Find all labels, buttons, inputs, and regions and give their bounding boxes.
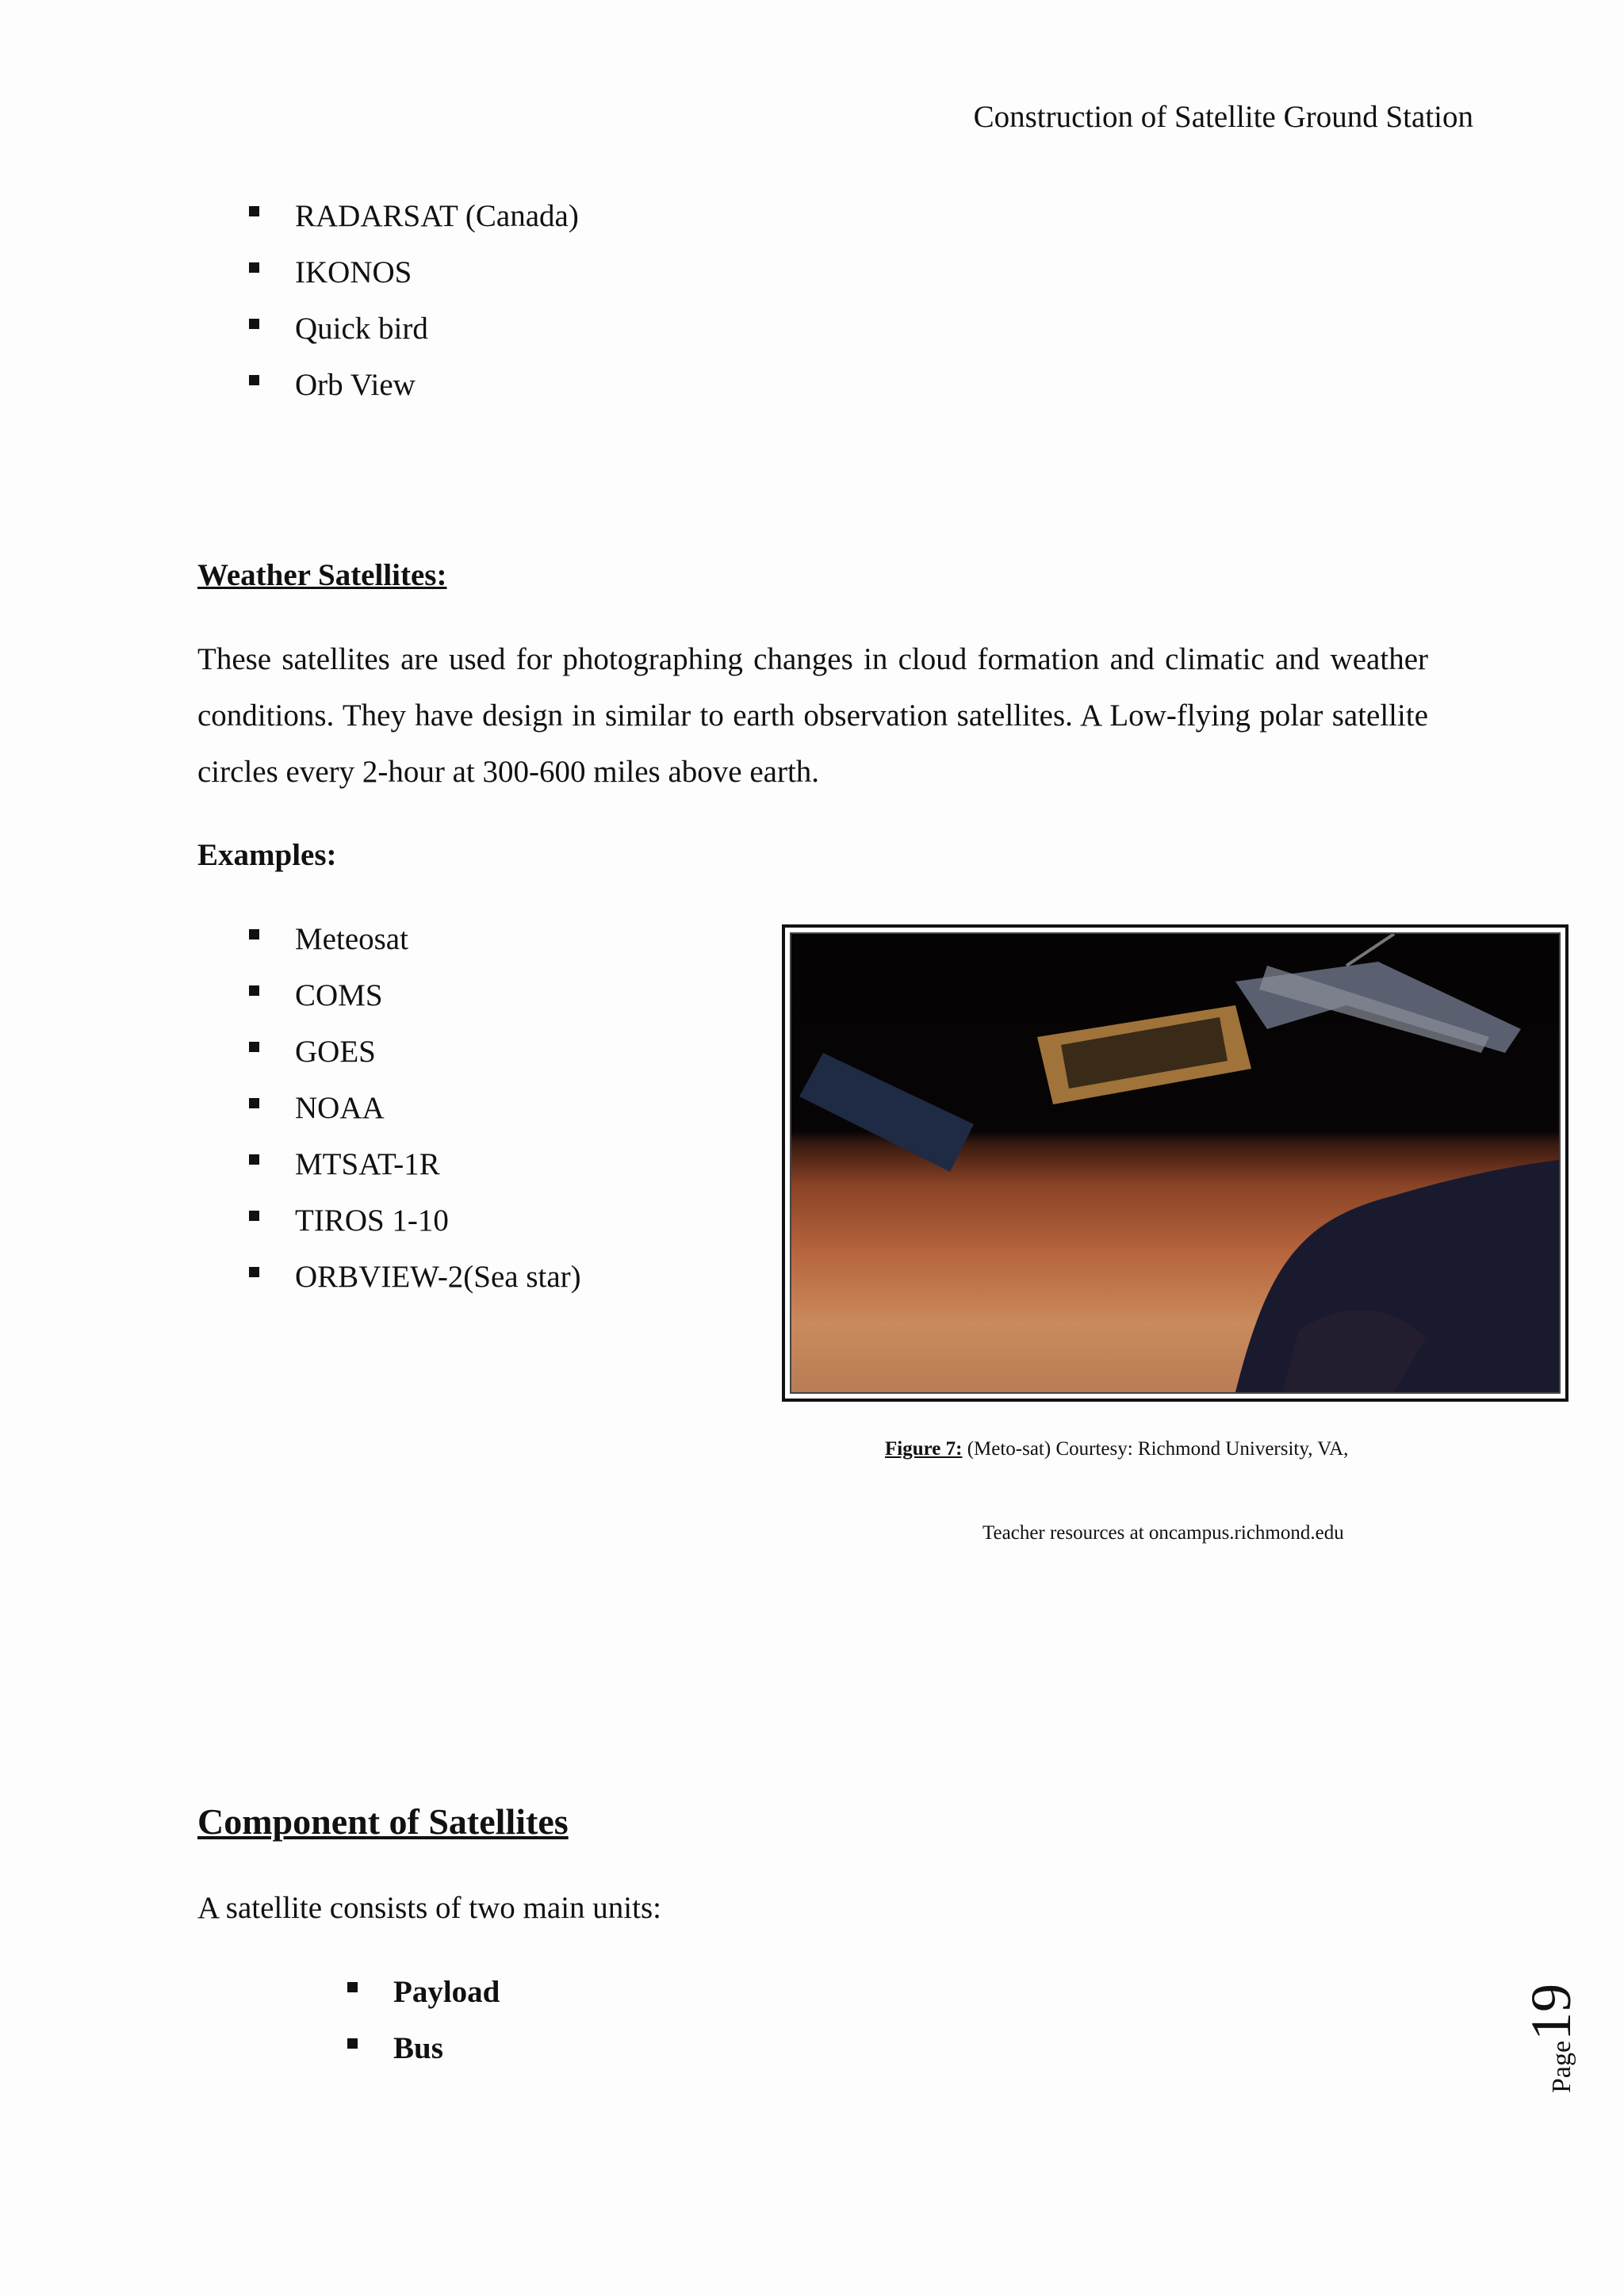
meteosat-figure-image bbox=[782, 924, 1568, 1402]
running-header: Construction of Satellite Ground Station bbox=[973, 100, 1473, 134]
page-label: Page bbox=[1547, 2040, 1576, 2093]
bullet-icon bbox=[249, 1098, 259, 1108]
list-item: Quick bird bbox=[295, 312, 428, 346]
bullet-icon bbox=[249, 929, 259, 939]
bullet-icon bbox=[249, 319, 259, 329]
list-item: RADARSAT (Canada) bbox=[295, 199, 579, 233]
list-item: Payload bbox=[393, 1975, 500, 2009]
list-item: ORBVIEW-2(Sea star) bbox=[295, 1260, 581, 1294]
bullet-icon bbox=[249, 1211, 259, 1221]
bullet-icon bbox=[249, 206, 259, 216]
figure-caption bbox=[885, 1438, 1348, 1460]
bullet-icon bbox=[249, 1154, 259, 1165]
examples-label: Examples: bbox=[197, 838, 337, 872]
list-item: COMS bbox=[295, 978, 383, 1012]
figure-label: Figure 7: bbox=[885, 1438, 963, 1460]
figure-caption-line2: Teacher resources at oncampus.richmond.edu bbox=[982, 1522, 1344, 1544]
list-item: Meteosat bbox=[295, 922, 408, 956]
list-item: IKONOS bbox=[295, 255, 412, 289]
bullet-icon bbox=[249, 985, 259, 996]
bullet-icon bbox=[249, 1042, 259, 1052]
list-item: GOES bbox=[295, 1035, 376, 1069]
bullet-icon bbox=[249, 1267, 259, 1277]
bullet-icon bbox=[347, 1982, 358, 1992]
bullet-icon bbox=[249, 262, 259, 273]
components-intro: A satellite consists of two main units: bbox=[197, 1891, 661, 1925]
list-item: MTSAT-1R bbox=[295, 1147, 440, 1181]
page-number bbox=[1519, 1984, 1584, 2093]
list-item: NOAA bbox=[295, 1091, 385, 1125]
list-item: TIROS 1-10 bbox=[295, 1203, 449, 1238]
section-heading-weather: Weather Satellites: bbox=[197, 558, 447, 592]
bullet-icon bbox=[249, 375, 259, 385]
list-item: Orb View bbox=[295, 368, 416, 402]
list-item: Bus bbox=[393, 2031, 443, 2065]
page-number-value: 19 bbox=[1519, 1983, 1583, 2041]
weather-paragraph: These satellites are used for photographing changes in cloud formation and climatic and weather conditions. They have design in similar to earth observation satellites. A Low-flying polar satellite circles every 2-hour at 300-600 miles above earth. bbox=[197, 642, 1428, 789]
figure-caption-line1: (Meto-sat) Courtesy: Richmond University, VA, bbox=[967, 1438, 1349, 1460]
satellite-illustration bbox=[791, 934, 1559, 1392]
section-heading-components: Component of Satellites bbox=[197, 1801, 569, 1842]
bullet-icon bbox=[347, 2038, 358, 2049]
